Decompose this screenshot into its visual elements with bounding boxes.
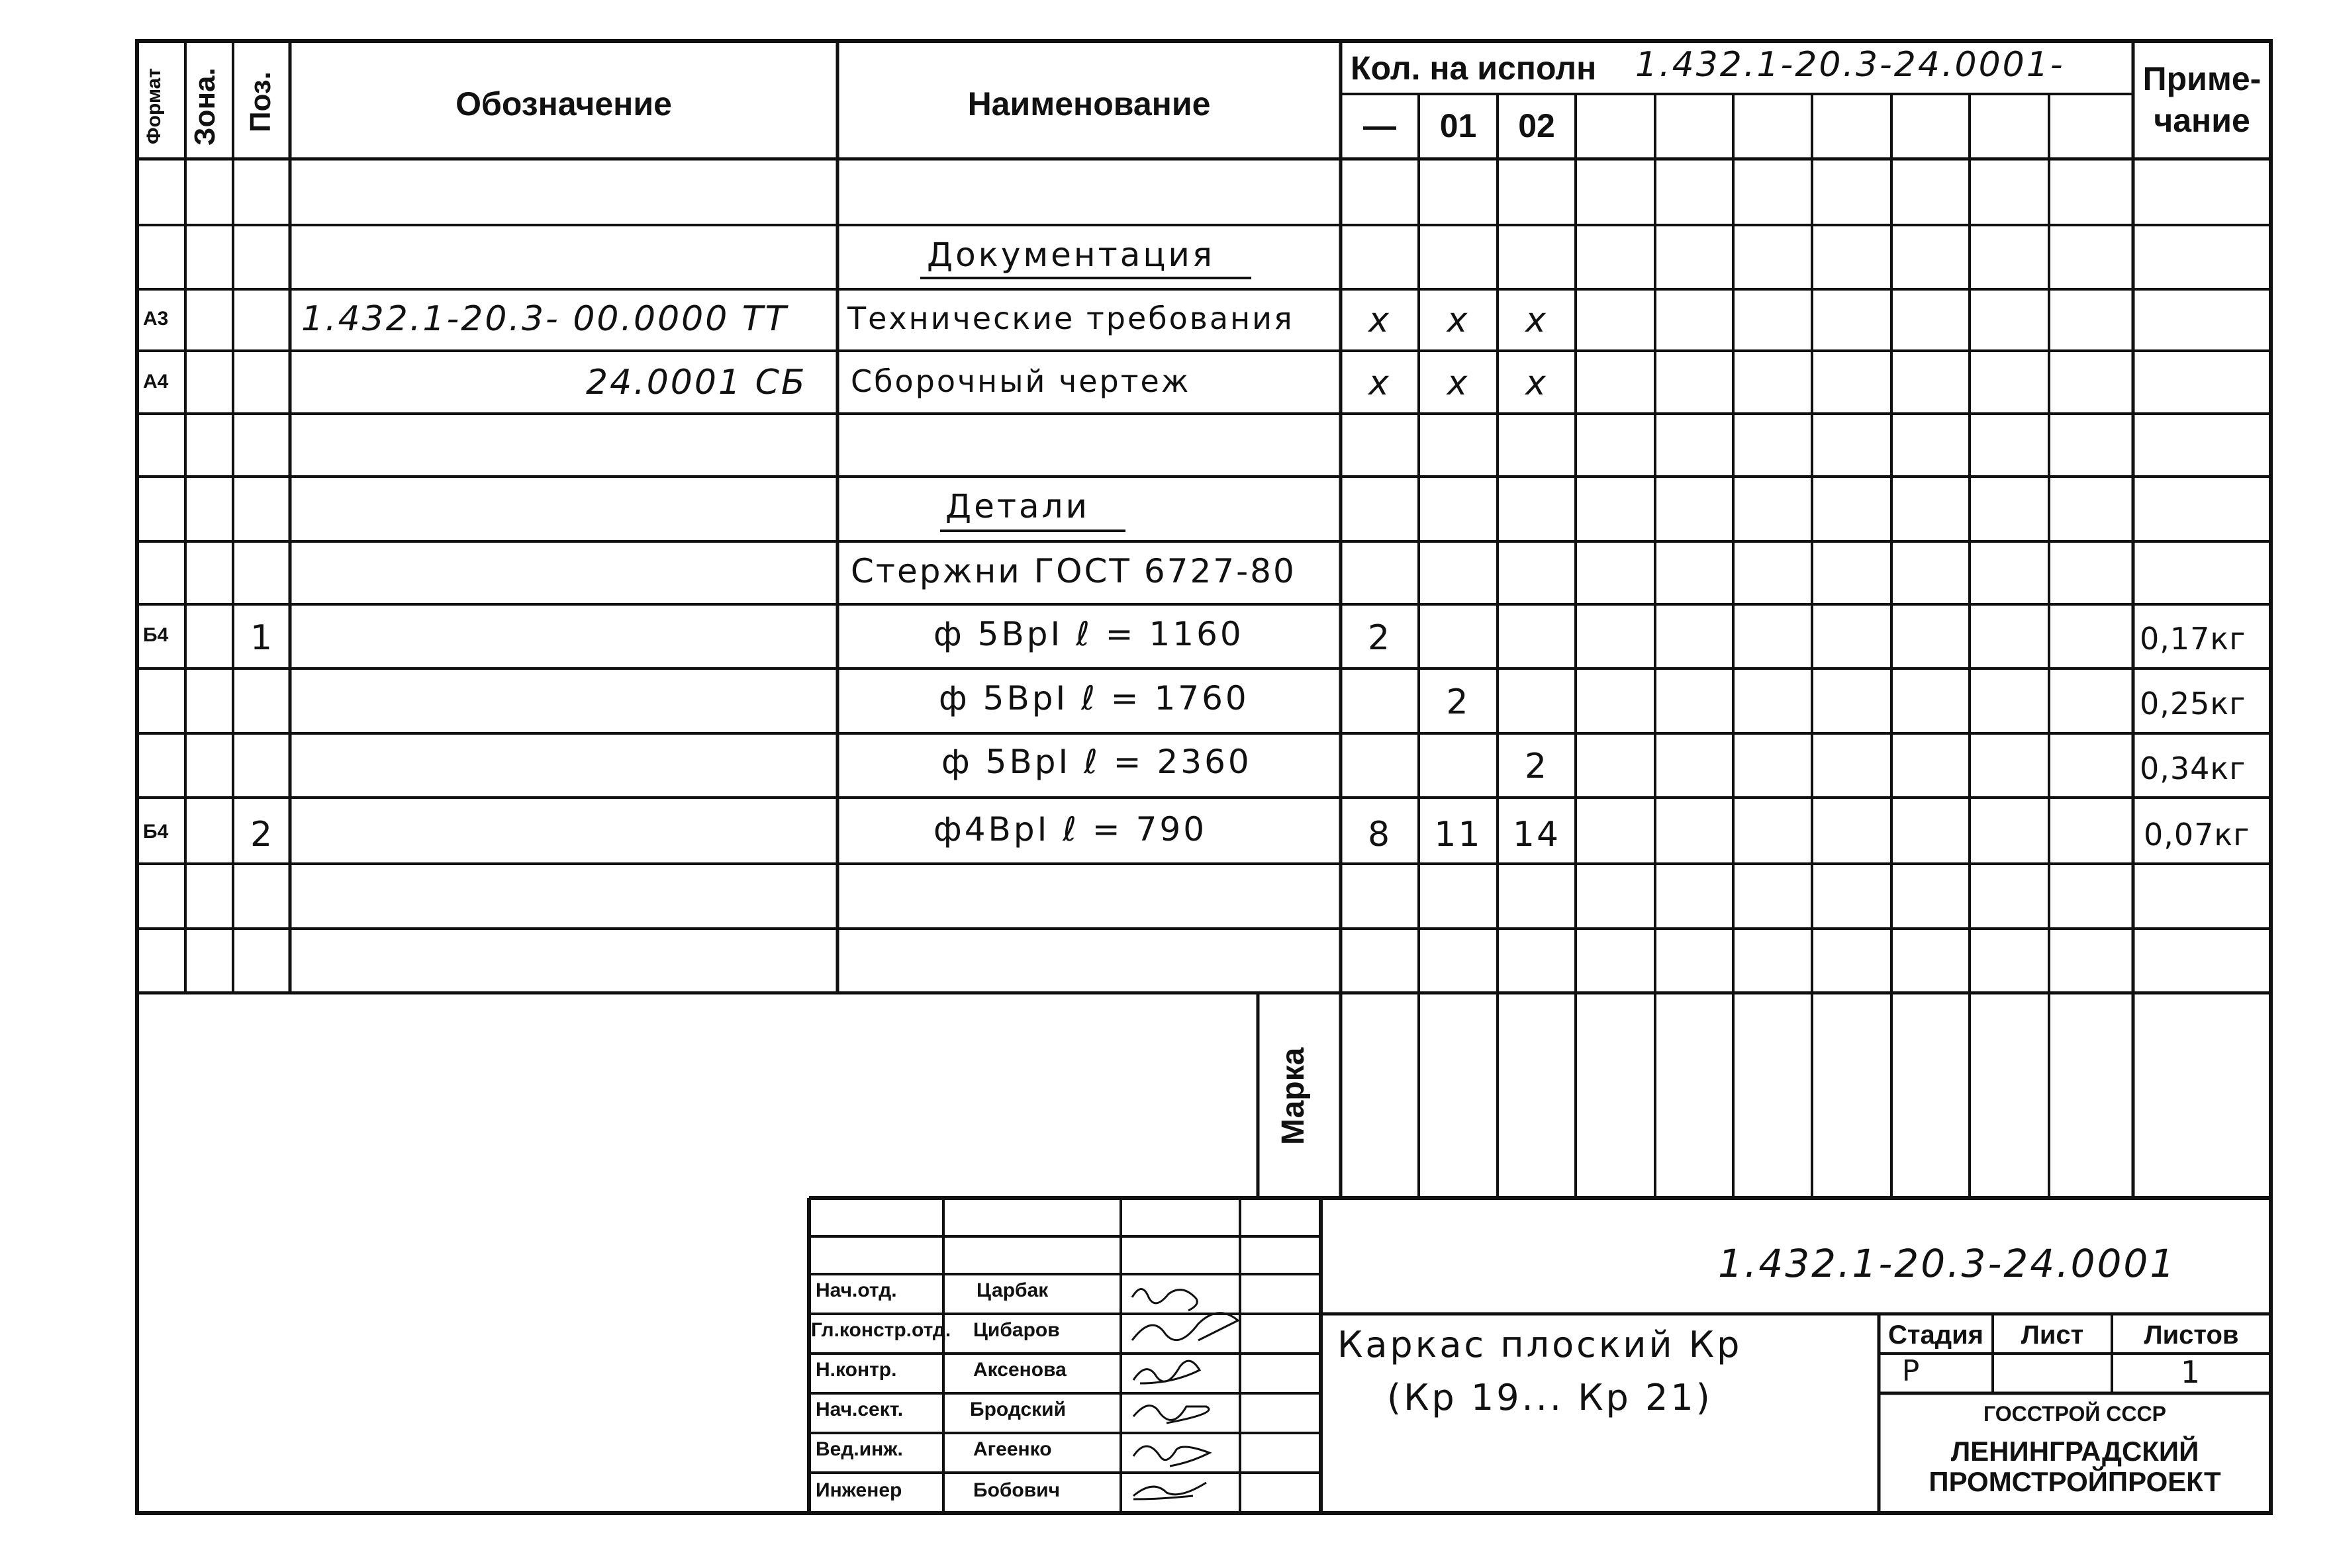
stage-label: Стадия [1887, 1320, 1984, 1350]
header-zone: Зона. [189, 68, 221, 146]
signatures [1125, 1274, 1258, 1512]
org-line-2: ЛЕНИНГРАДСКИЙ [1950, 1436, 2199, 1467]
section-docs-heading: Документация [927, 236, 1215, 274]
header-qty-label: Кол. на исполн [1351, 50, 1597, 87]
sheet-label: Лист [2021, 1320, 2084, 1350]
part1c-name: ф 5ВрI ℓ = 2360 [941, 743, 1252, 781]
sheets-label: Листов [2144, 1320, 2239, 1350]
part2-name: ф4ВрI ℓ = 790 [933, 810, 1208, 849]
part2-format: Б4 [143, 821, 169, 843]
part1-note: 0,17кг [2140, 621, 2246, 657]
header-format: Формат [143, 68, 165, 144]
doc1-mark-2: x [1525, 300, 1548, 340]
sheets-value: 1 [2180, 1354, 2203, 1390]
title-sub: (Кр 19... Кр 21) [1387, 1377, 1713, 1418]
person-role-5: Инженер [816, 1479, 902, 1501]
part2-pos: 2 [250, 815, 275, 854]
person-name-3: Бродский [970, 1399, 1067, 1420]
doc2-name: Сборочный чертеж [851, 363, 1191, 399]
header-designation: Обозначение [455, 85, 672, 122]
org-line-1: ГОССТРОЙ СССР [1983, 1402, 2166, 1426]
header-name: Наименование [967, 85, 1211, 122]
doc2-mark-1: x [1447, 363, 1470, 403]
part1c-note: 0,34кг [2140, 751, 2246, 786]
rods-title: Стержни ГОСТ 6727-80 [851, 552, 1296, 590]
person-name-1: Цибаров [973, 1319, 1060, 1341]
header-variant-2: 02 [1518, 107, 1555, 144]
doc-number: 1.432.1-20.3-24.0001 [1718, 1241, 2177, 1286]
person-role-2: Н.контр. [816, 1359, 897, 1381]
header-variant-1: 01 [1439, 107, 1477, 144]
header-pos: Поз. [244, 71, 277, 132]
doc2-format: А4 [143, 371, 169, 392]
person-name-2: Аксенова [973, 1359, 1067, 1381]
part1b-note: 0,25кг [2140, 686, 2246, 721]
person-role-4: Вед.инж. [816, 1438, 903, 1460]
doc1-mark-0: x [1368, 300, 1391, 340]
part2-qty-0: 8 [1367, 815, 1392, 854]
person-role-3: Нач.сект. [816, 1399, 904, 1420]
header-variant-0: — [1363, 107, 1396, 144]
doc1-format: А3 [143, 308, 169, 330]
doc1-designation: 1.432.1-20.3- 00.0000 ТТ [301, 299, 788, 339]
part1b-name: ф 5ВрI ℓ = 1760 [939, 679, 1249, 717]
part1-pos: 1 [250, 618, 275, 658]
part1-name: ф 5ВрI ℓ = 1160 [933, 615, 1244, 653]
part2-note: 0,07кг [2144, 817, 2250, 853]
stage-value: Р [1901, 1354, 1923, 1388]
doc2-mark-0: x [1368, 363, 1391, 403]
part1-format: Б4 [143, 624, 169, 646]
org-line-3: ПРОМСТРОЙПРОЕКТ [1929, 1466, 2221, 1497]
doc2-designation: 24.0001 СБ [586, 363, 807, 402]
part2-qty-2: 14 [1512, 815, 1561, 854]
person-name-5: Бобович [973, 1479, 1061, 1501]
person-name-0: Царбак [977, 1279, 1049, 1301]
part1c-qty: 2 [1524, 747, 1549, 786]
part2-qty-1: 11 [1434, 815, 1482, 854]
part1b-qty: 2 [1446, 682, 1470, 722]
person-name-4: Агеенко [973, 1438, 1052, 1460]
section-parts-heading: Детали [945, 487, 1090, 526]
marka-label: Марка [1276, 1047, 1311, 1145]
person-role-1: Гл.констр.отд. [811, 1319, 951, 1341]
doc2-mark-2: x [1525, 363, 1548, 403]
header-note: Приме- чание [2142, 60, 2262, 139]
doc1-name: Технические требования [847, 300, 1294, 336]
person-role-0: Нач.отд. [816, 1279, 897, 1301]
header-qty-doc: 1.432.1-20.3-24.0001- [1635, 45, 2065, 85]
doc1-mark-1: x [1447, 300, 1470, 340]
title-main: Каркас плоский Кр [1337, 1324, 1742, 1365]
part1-qty: 2 [1367, 618, 1392, 658]
